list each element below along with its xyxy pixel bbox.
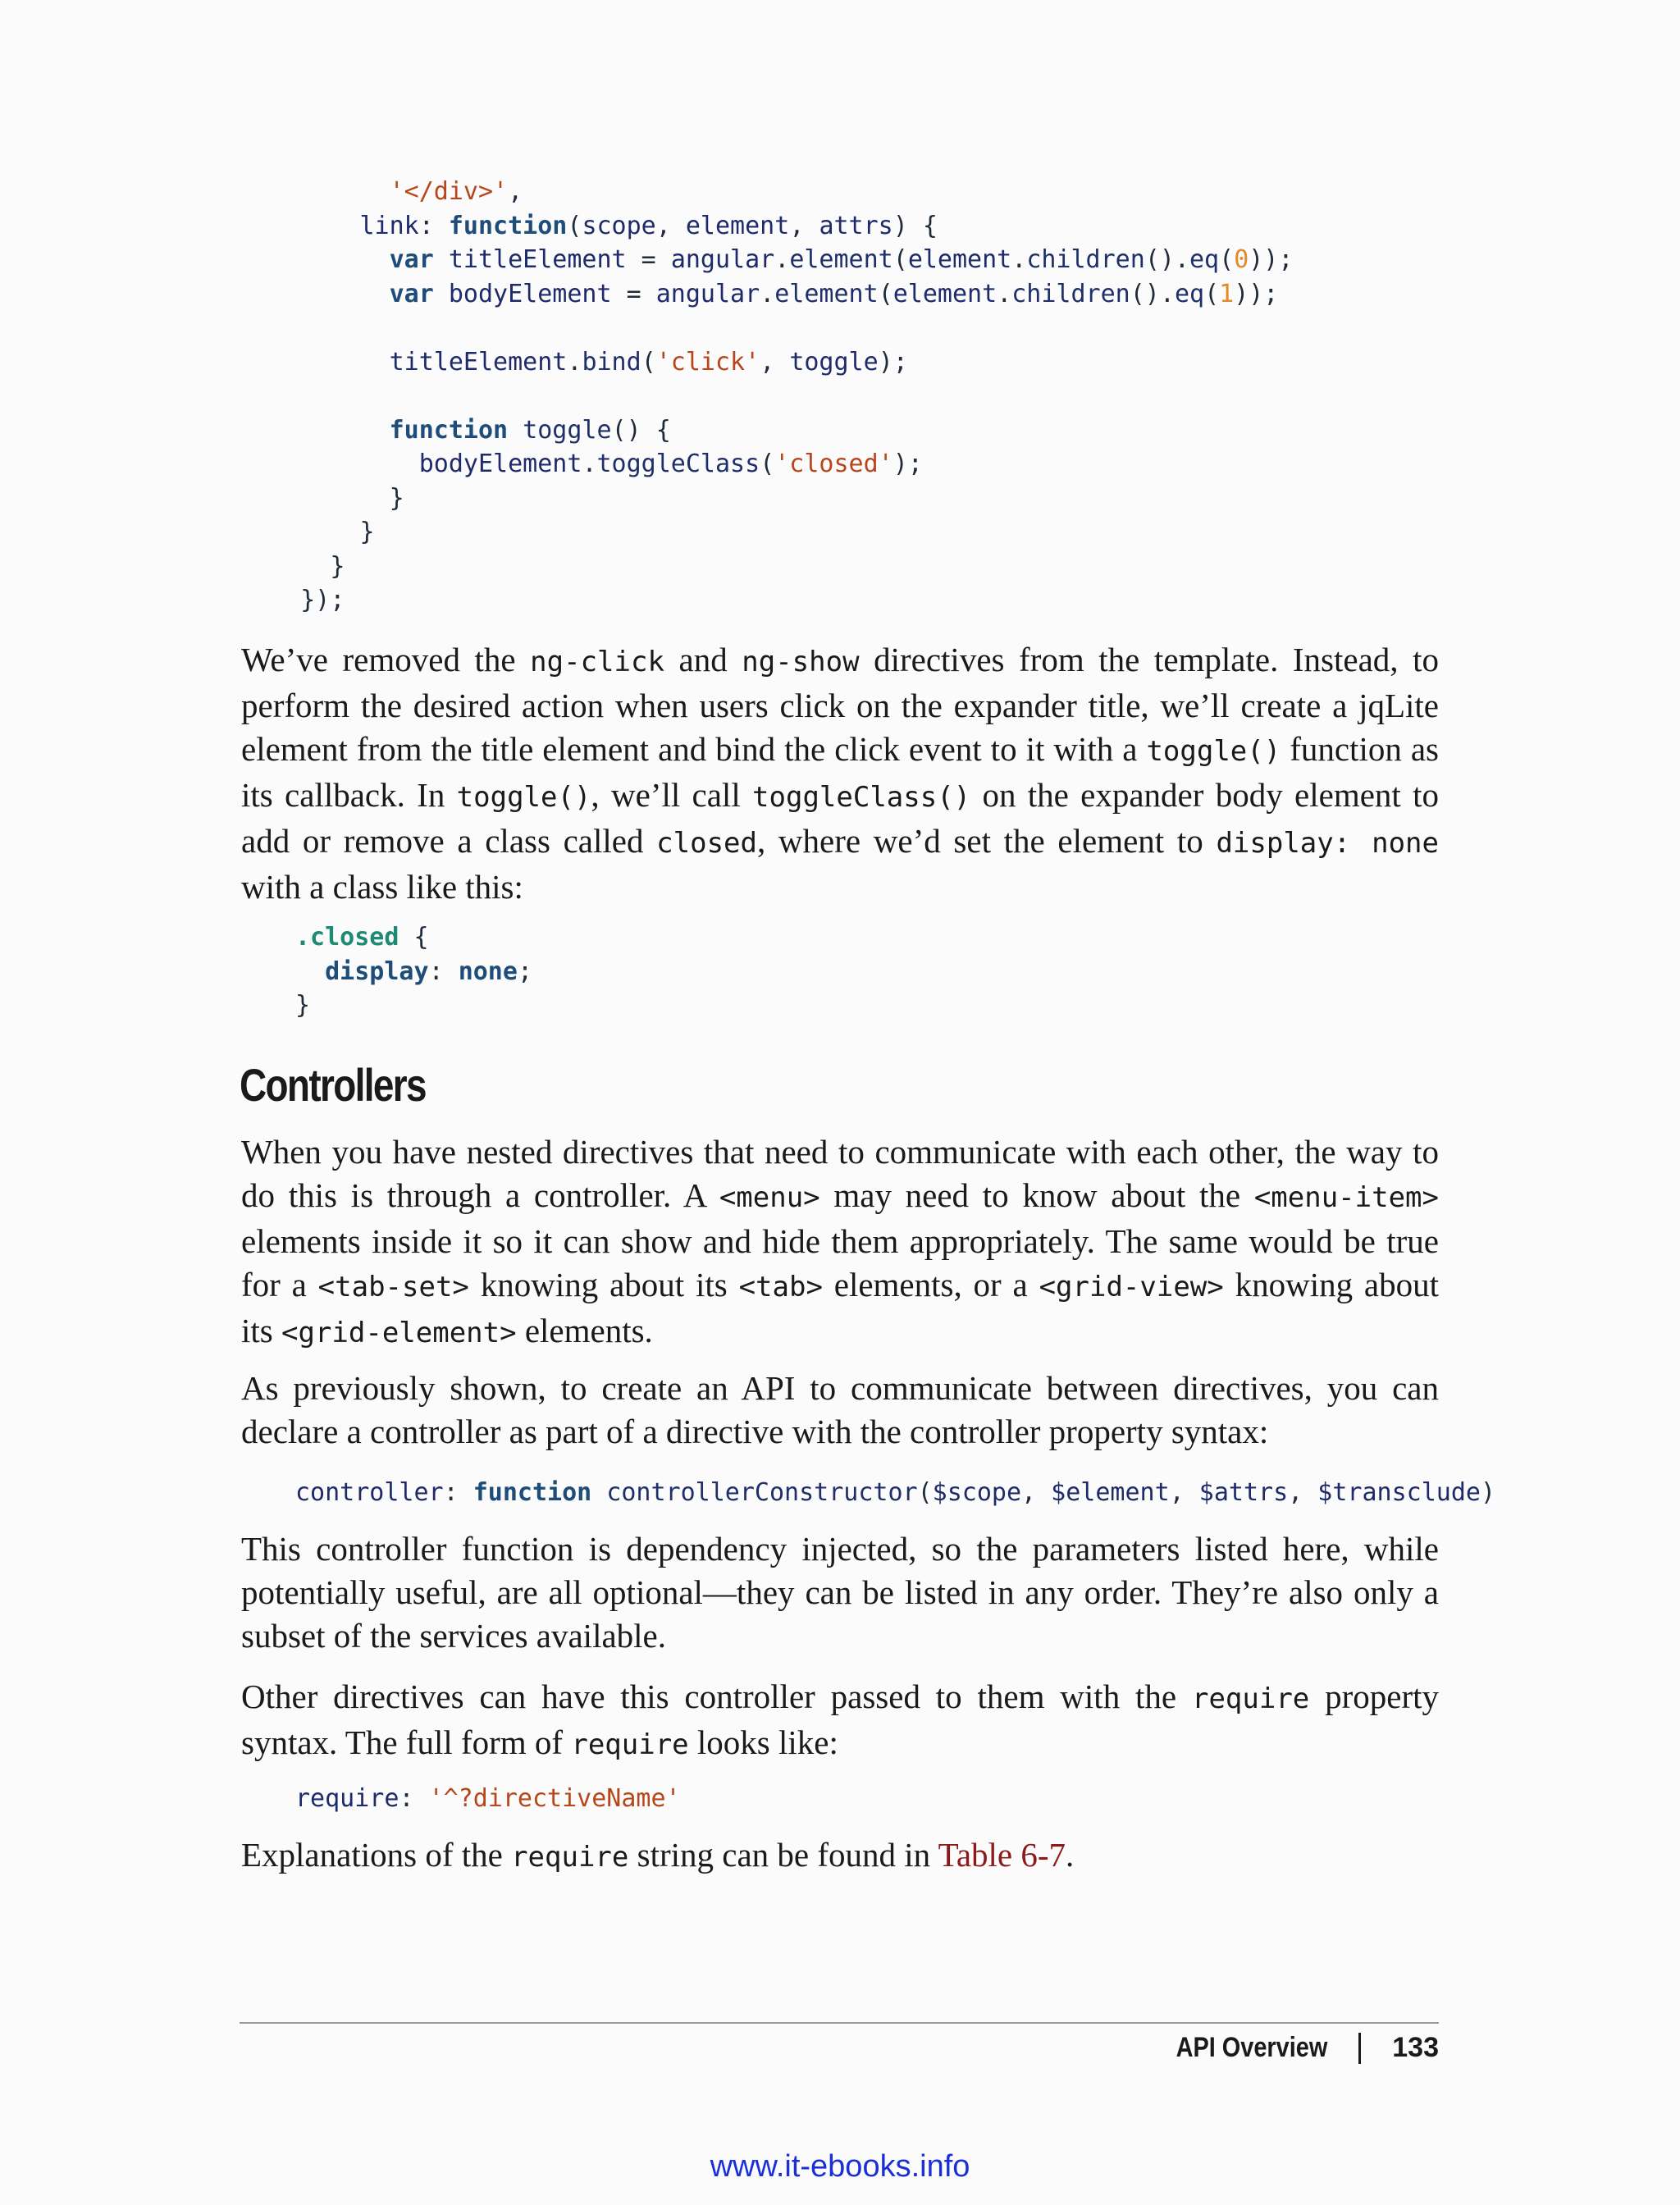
- paragraph-controller-api: As previously shown, to create an API to communicate between directives, you can declare a controller as part of a directive with the controller property syntax:: [241, 1369, 1439, 1450]
- text: elements inside it so it can show and hide them appropriately. The same would be true for a: [241, 1222, 1439, 1303]
- paragraph-require-explanation: [241, 1833, 1439, 1879]
- text: elements.: [516, 1312, 653, 1349]
- paragraph-nested-directives: [241, 1130, 1439, 1355]
- text: and: [664, 641, 742, 678]
- inline-code: toggleClass(): [752, 781, 971, 814]
- code-line: bodyElement.toggleClass('closed');: [418, 450, 923, 478]
- paragraph-dependency-injection: This controller function is dependency injected, so the parameters listed here, while potentially useful, are all optional—they can be listed in any order. They’re also only a subset of the services available.: [241, 1530, 1439, 1655]
- watermark-link[interactable]: www.it-ebooks.info: [710, 2149, 970, 2184]
- inline-code: <menu-item>: [1253, 1181, 1439, 1214]
- inline-code: toggle(): [456, 781, 591, 814]
- text: , where we’d set the element to: [757, 822, 1217, 860]
- text: string can be found in: [628, 1836, 938, 1874]
- inline-code: <tab-set>: [317, 1271, 469, 1303]
- inline-code: <grid-element>: [281, 1317, 517, 1349]
- section-heading: Controllers: [240, 1059, 426, 1111]
- inline-code: toggle(): [1146, 735, 1281, 768]
- code-line: });: [241, 586, 345, 614]
- text: When you have nested directives that need to communicate with each other, the way to do this is through a controller. A: [241, 1133, 1439, 1214]
- inline-code: ng-click: [530, 646, 664, 678]
- code-line: }: [241, 518, 375, 546]
- text: directives from the template. Instead, to perform the desired action when users click on the expander title, we’ll create a jqLite element from the title element and bind the click event to it with a: [241, 641, 1439, 768]
- text: knowing about its: [468, 1266, 739, 1303]
- text: Explanations of the: [241, 1836, 512, 1874]
- text: function as its callback. In: [241, 730, 1439, 814]
- footer-separator: [1358, 2033, 1361, 2064]
- code-block-controller: controller: function controllerConstructor($scope, $element, $attrs, $transclude): [295, 1478, 1496, 1507]
- text: , we’ll call: [591, 776, 753, 814]
- text: looks like:: [688, 1723, 838, 1761]
- inline-code: require: [511, 1841, 629, 1874]
- code-block-link-function: [241, 175, 1293, 618]
- footer-section-title: API Overview: [1176, 2032, 1328, 2063]
- code-line: var bodyElement = angular.element(element.children().eq(1));: [389, 279, 1279, 308]
- code-block-require: require: '^?directiveName': [295, 1784, 681, 1813]
- page-footer: [1149, 2032, 1439, 2064]
- text: property syntax. The full form of: [241, 1678, 1439, 1761]
- inline-code: <grid-view>: [1039, 1271, 1224, 1303]
- inline-code: ng-show: [742, 646, 860, 678]
- text: Other directives can have this controller passed to them with the: [241, 1678, 1192, 1715]
- footer-divider: [240, 2022, 1439, 2024]
- text: knowing about its: [241, 1266, 1440, 1349]
- text: .: [1066, 1836, 1075, 1874]
- code-line: }: [295, 991, 311, 1020]
- inline-code: require: [571, 1728, 689, 1761]
- paragraph-require: [241, 1675, 1439, 1767]
- table-reference-link[interactable]: Table 6-7: [938, 1836, 1066, 1874]
- inline-code: <tab>: [738, 1271, 823, 1303]
- code-line: titleElement.bind('click', toggle);: [389, 347, 908, 377]
- code-line: '</div>',: [389, 177, 523, 206]
- code-line: display: none;: [325, 956, 532, 986]
- code-line: .closed {: [295, 923, 429, 952]
- inline-code: require: [1191, 1682, 1310, 1715]
- text: elements, or a: [822, 1266, 1039, 1303]
- inline-code: closed: [656, 827, 757, 860]
- page-number: 133: [1392, 2032, 1439, 2063]
- inline-code: <menu>: [719, 1181, 820, 1214]
- text: with a class like this:: [241, 868, 523, 906]
- code-line: }: [241, 483, 404, 513]
- text: may need to know about the: [819, 1176, 1254, 1214]
- paragraph-expander-explanation: [241, 638, 1439, 909]
- code-line: var titleElement = angular.element(element.children().eq(0));: [389, 245, 1294, 274]
- code-line: link: function(scope, element, attrs) {: [359, 211, 938, 240]
- text: on the expander body element to add or remove a class called: [241, 776, 1440, 860]
- code-block-css: [295, 920, 532, 1023]
- text: We’ve removed the: [241, 641, 531, 678]
- code-line: }: [241, 551, 345, 581]
- inline-code: display: none: [1216, 827, 1439, 860]
- code-line: function toggle() {: [389, 415, 671, 445]
